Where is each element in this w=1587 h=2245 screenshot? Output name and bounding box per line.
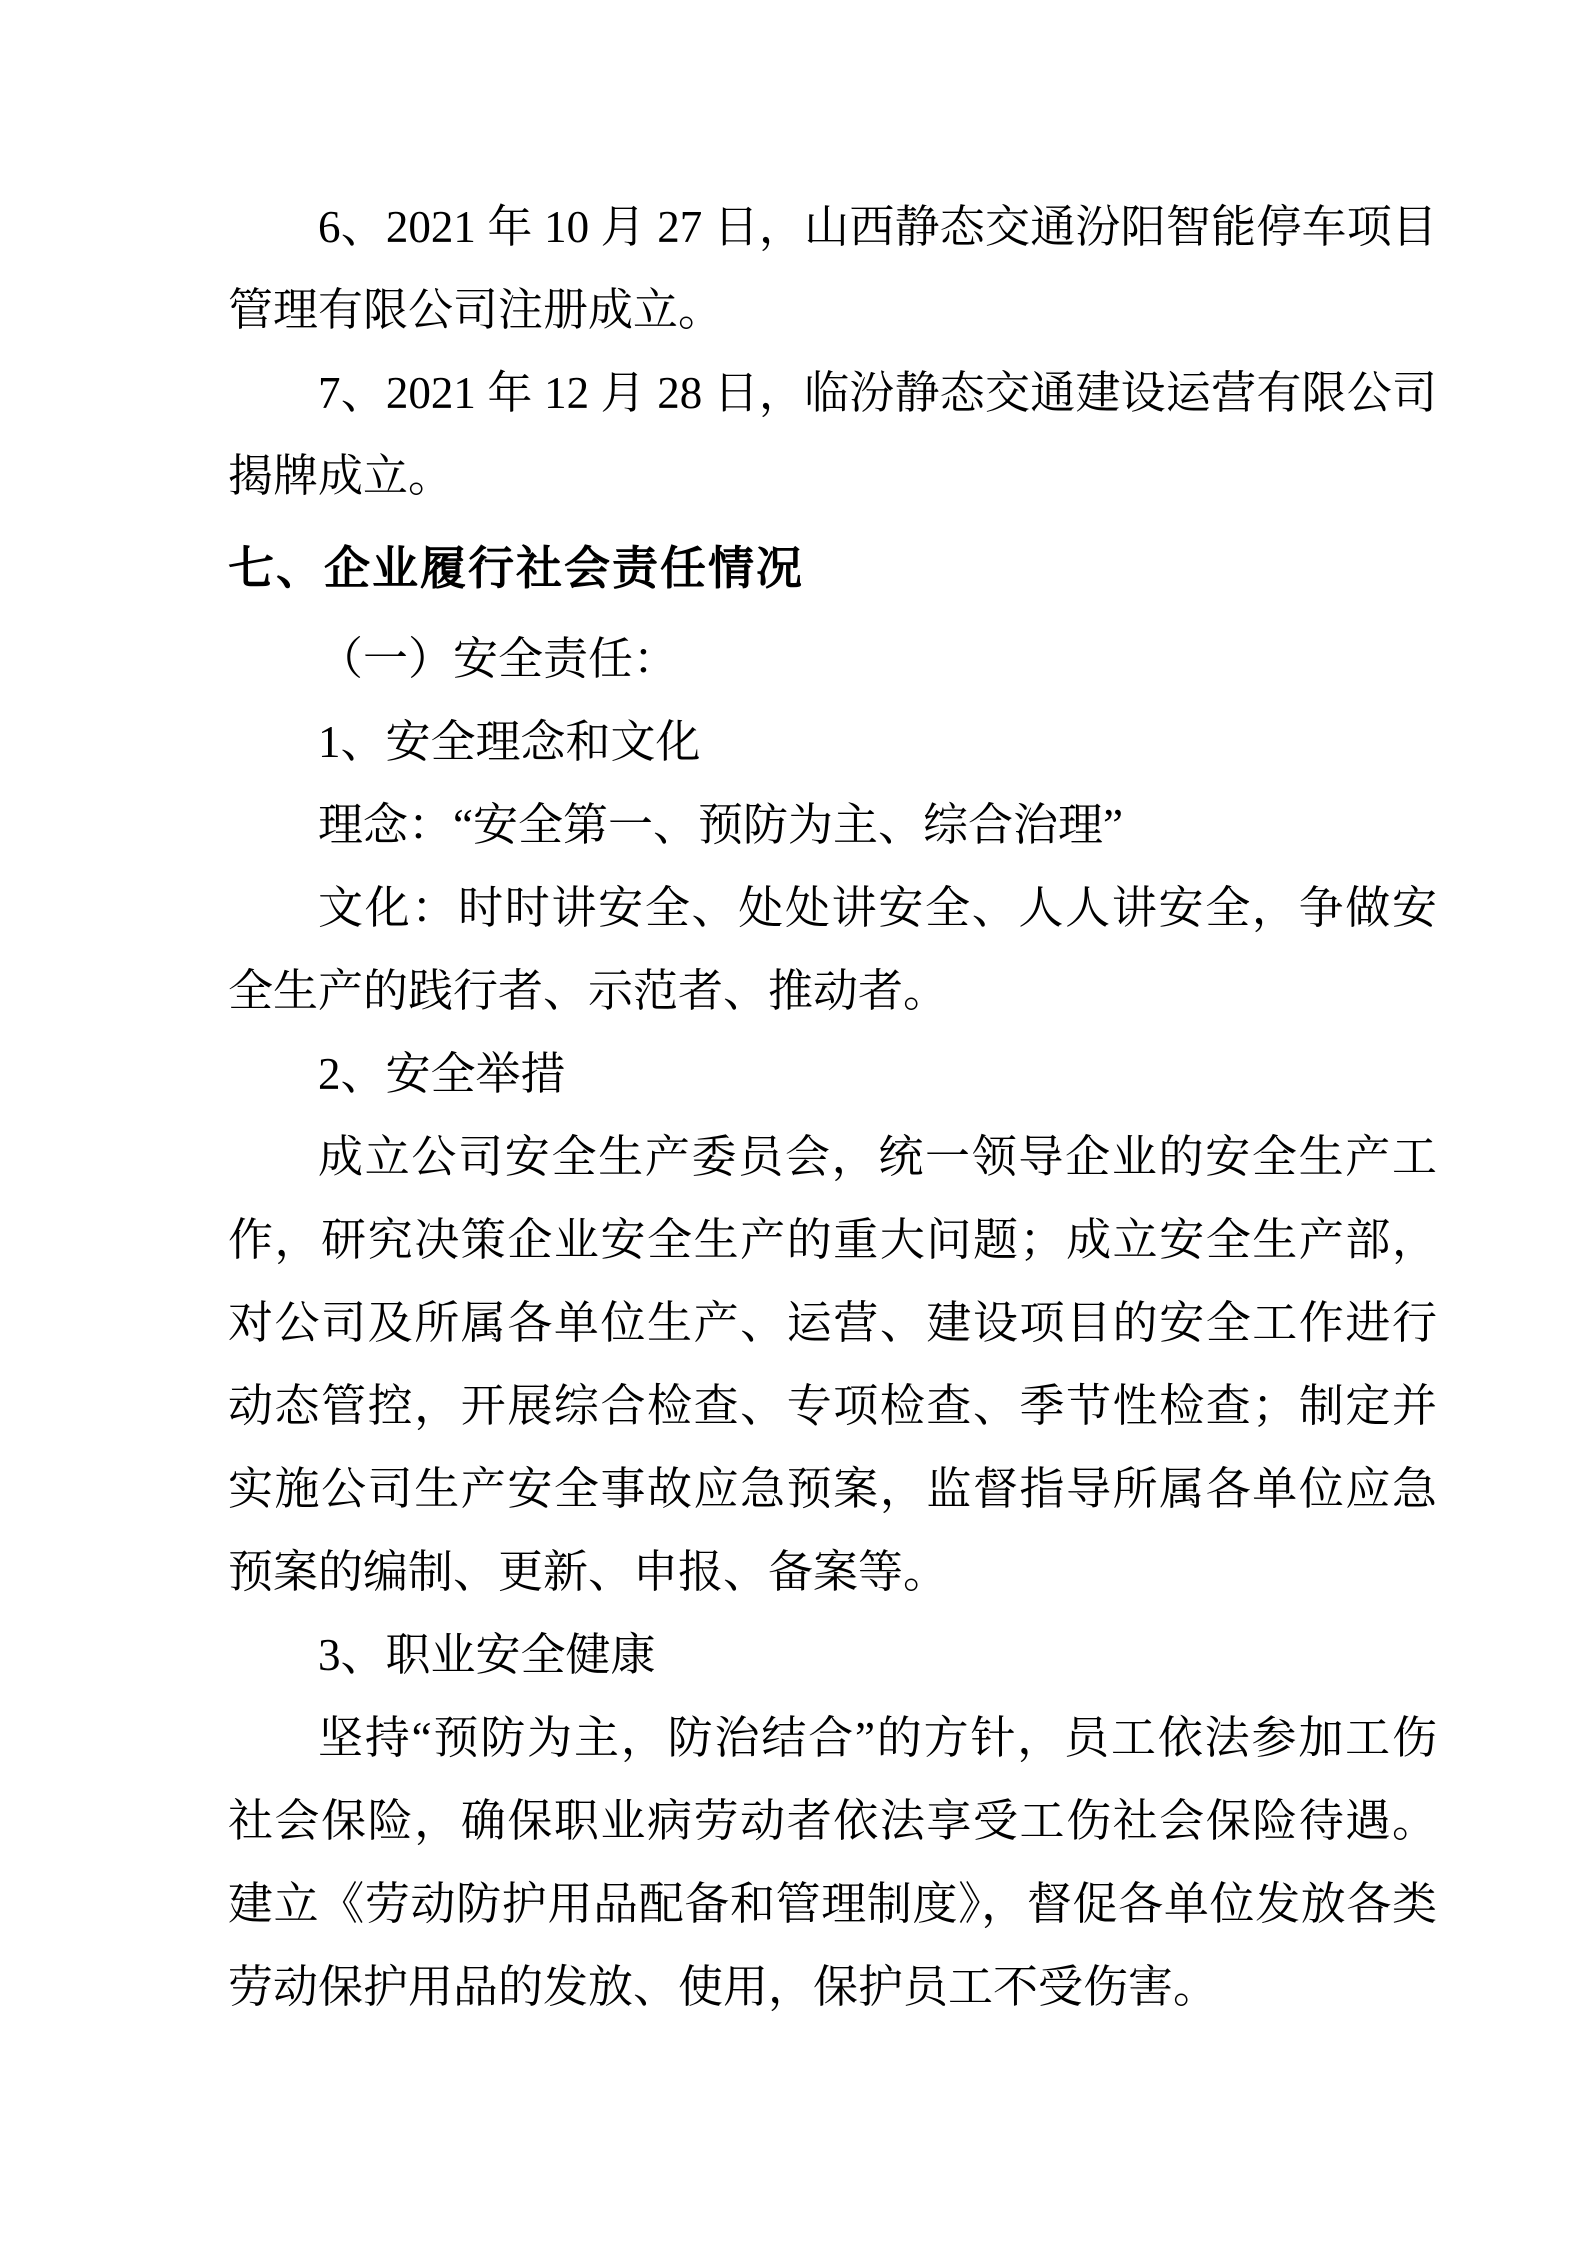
section-heading-social-responsibility: 七、企业履行社会责任情况 [228, 542, 804, 594]
paragraph-safety-measures-title: 2、安全举措 [318, 1049, 566, 1099]
paragraph-safety-measures: 成立公司安全生产委员会，统一领导企业的安全生产工作，研究决策企业安全生产的重大问题；成立安全生产部，对公司及所属各单位生产、运营、建设项目的安全工作进行动态管控，开展综合检查、专项检查、季节性检查；制定并实施公司生产安全事故应急预案，监督指导所属各单位应急预案的编制、更新、申报、备案等。 [228, 1132, 1437, 1597]
paragraph-safety-culture: 文化：时时讲安全、处处讲安全、人人讲安全，争做安全生产的践行者、示范者、推动者。 [228, 883, 1437, 1016]
paragraph-item-6-registration: 6、2021 年 10 月 27 日，山西静态交通汾阳智能停车项目管理有限公司注册成立。 [228, 202, 1437, 335]
paragraph-occupational-health: 坚持“预防为主，防治结合”的方针，员工依法参加工伤社会保险，确保职业病劳动者依法享受工伤社会保险待遇。建立《劳动防护用品配备和管理制度》，督促各单位发放各类劳动保护用品的发放、使用，保护员工不受伤害。 [228, 1713, 1437, 2012]
paragraph-safety-responsibility-label: （一）安全责任： [318, 634, 679, 684]
paragraph-safety-concept: 理念：“安全第一、预防为主、综合治理” [318, 800, 1123, 850]
paragraph-safety-concept-title: 1、安全理念和文化 [318, 717, 701, 767]
paragraph-item-7-unveiling: 7、2021 年 12 月 28 日，临汾静态交通建设运营有限公司揭牌成立。 [228, 368, 1437, 501]
paragraph-occupational-health-title: 3、职业安全健康 [318, 1630, 656, 1680]
